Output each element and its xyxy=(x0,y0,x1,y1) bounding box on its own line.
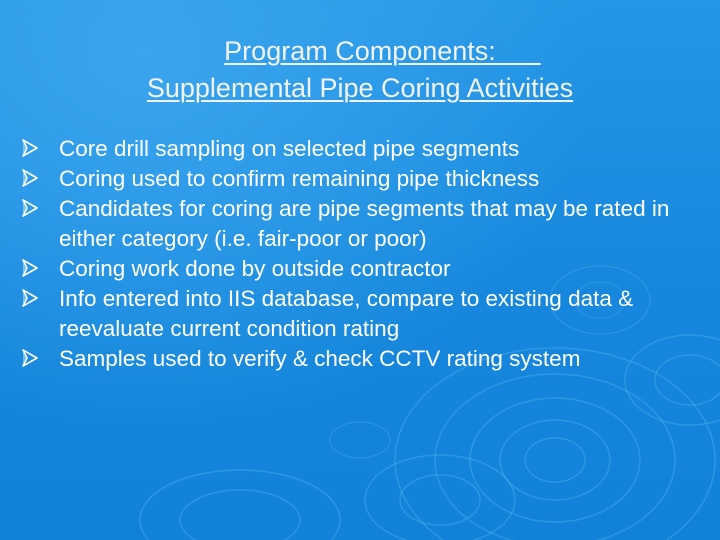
arrowhead-bullet-icon xyxy=(22,199,38,217)
bullet-text: Coring used to confirm remaining pipe thickness xyxy=(59,166,540,191)
bullet-item xyxy=(22,194,702,254)
bullet-text: Core drill sampling on selected pipe segments xyxy=(59,136,520,161)
arrowhead-bullet-icon xyxy=(22,259,38,277)
arrowhead-bullet-icon xyxy=(22,349,38,367)
slide-title xyxy=(0,33,720,107)
arrowhead-bullet-icon xyxy=(22,289,38,307)
bullet-item xyxy=(22,254,702,284)
bullet-text: Samples used to verify & check CCTV rating system xyxy=(59,346,581,371)
bullet-text: Coring work done by outside contractor xyxy=(59,256,451,281)
title-line-2: Supplemental Pipe Coring Activities xyxy=(146,73,574,103)
bullet-item xyxy=(22,164,702,194)
arrowhead-bullet-icon xyxy=(22,169,38,187)
bullet-list xyxy=(22,134,702,374)
title-line-1: Program Components: xyxy=(224,36,541,66)
bullet-text: Candidates for coring are pipe segments that may be rated in either category (i.e. fair-poor or poor) xyxy=(59,196,670,251)
bullet-text: Info entered into IIS database, compare to existing data & reevaluate current condition rating xyxy=(59,286,634,341)
bullet-item xyxy=(22,284,702,344)
arrowhead-bullet-icon xyxy=(22,139,38,157)
bullet-item xyxy=(22,344,702,374)
bullet-item xyxy=(22,134,702,164)
